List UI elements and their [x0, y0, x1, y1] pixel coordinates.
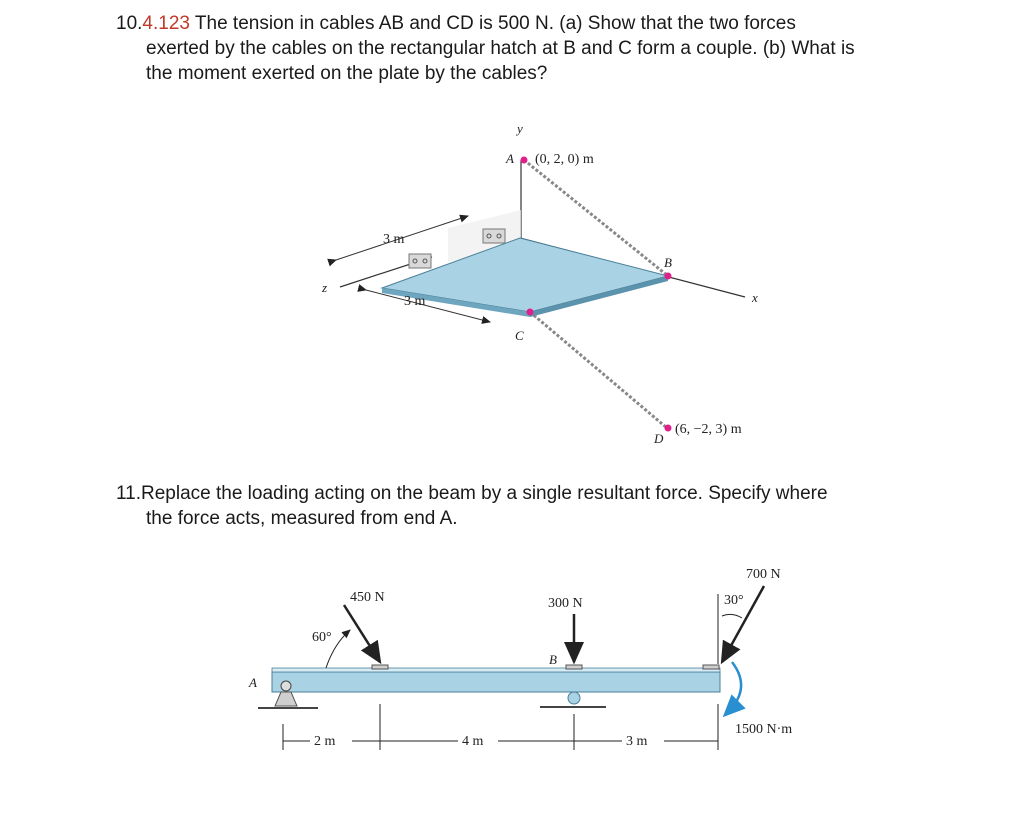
- axis-z-label: z: [322, 280, 328, 295]
- hatch-figure: [321, 121, 758, 446]
- dim-2m-label: 2 m: [314, 734, 336, 749]
- problem-10-line1: The tension in cables AB and CD is 500 N. (a) Show that the two forces: [189, 13, 796, 34]
- beam: [272, 672, 720, 692]
- problem-11-line1: 11.Replace the loading acting on the beam by a single resultant force. Specify where: [116, 483, 828, 504]
- coord-a-label: (0, 2, 0) m: [535, 152, 594, 167]
- point-b-label: B: [664, 255, 672, 270]
- point-a-beam-label: A: [249, 675, 257, 690]
- point-c-marker: [527, 309, 534, 316]
- angle-60-label: 60°: [312, 630, 332, 645]
- angle-30-label: 30°: [724, 593, 744, 608]
- axis-y-label: y: [517, 121, 523, 136]
- force-700-label: 700 N: [746, 567, 781, 582]
- dim-side-label: 3 m: [404, 294, 426, 309]
- dim-3m-label: 3 m: [626, 734, 648, 749]
- problem-10-line3: the moment exerted on the plate by the cables?: [146, 63, 548, 84]
- problem-10-line2: exerted by the cables on the rectangular hatch at B and C form a couple. (b) What is: [146, 38, 855, 59]
- hinge-right: [483, 229, 505, 243]
- problem-10-number: 4.123: [142, 13, 190, 34]
- angle-30-arc: [722, 614, 742, 618]
- point-a-label: A: [506, 151, 514, 166]
- hinge-left: [409, 254, 431, 268]
- dim-top-label: 3 m: [383, 232, 405, 247]
- pin-support-a: [275, 692, 297, 706]
- point-b-marker: [665, 273, 672, 280]
- moment-arrow: [728, 662, 741, 712]
- point-b-beam-label: B: [549, 652, 557, 667]
- axis-x-label: x: [752, 290, 758, 305]
- coord-d-label: (6, −2, 3) m: [675, 422, 742, 437]
- force-450-label: 450 N: [350, 590, 385, 605]
- point-c-label: C: [515, 328, 524, 343]
- problem-10-prefix: 10.: [116, 13, 143, 34]
- point-a-marker: [521, 157, 528, 164]
- beam-figure: [248, 567, 792, 750]
- cable-cd: [530, 312, 667, 428]
- dim-4m-label: 4 m: [462, 734, 484, 749]
- point-d-marker: [665, 425, 672, 432]
- force-300-label: 300 N: [548, 596, 583, 611]
- force-450-arrow: [344, 605, 380, 662]
- roller-b: [568, 692, 580, 704]
- pin-a: [281, 681, 291, 691]
- point-d-label: D: [654, 431, 664, 446]
- problem-11-line2: the force acts, measured from end A.: [146, 508, 458, 529]
- moment-label: 1500 N·m: [735, 722, 793, 737]
